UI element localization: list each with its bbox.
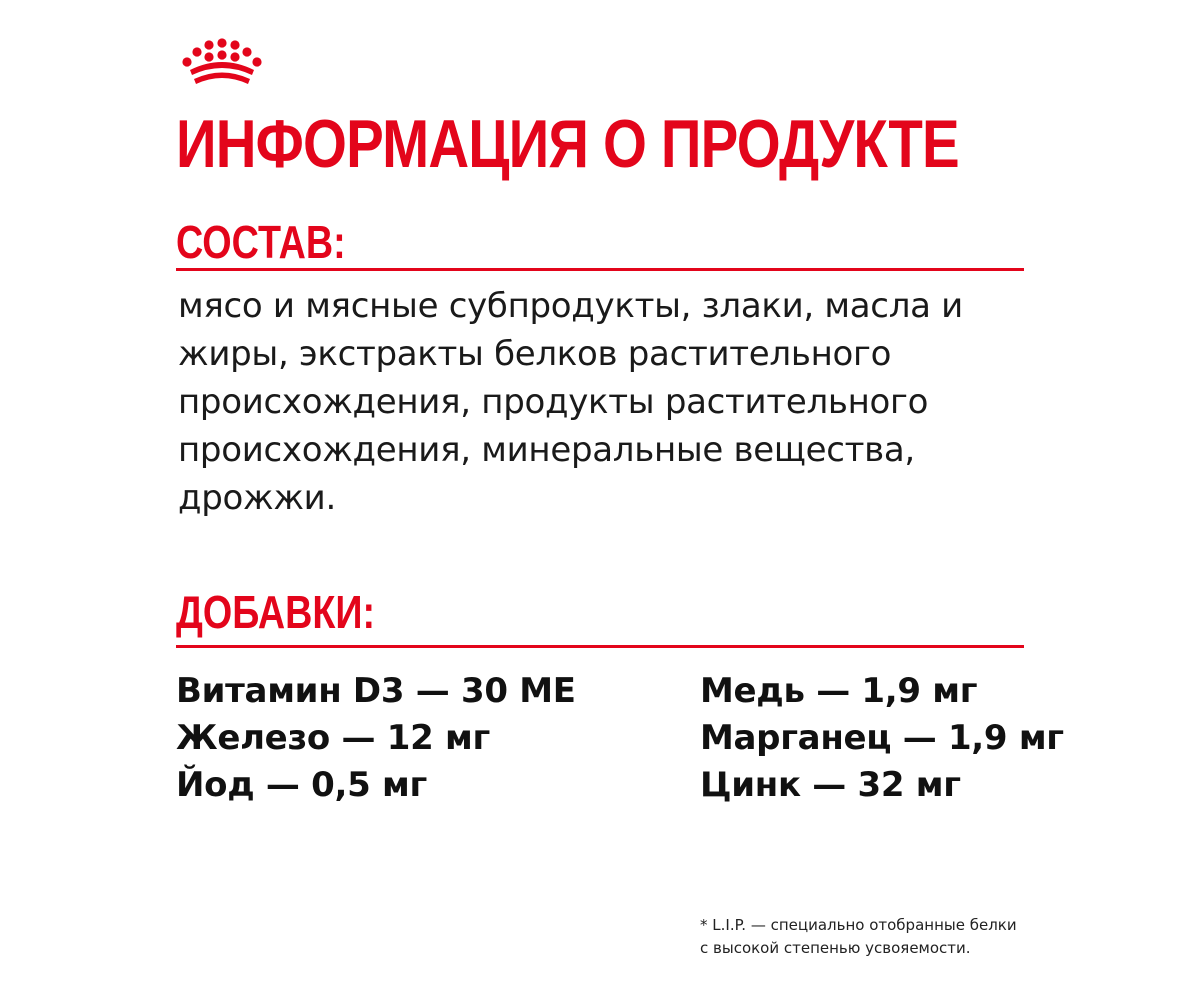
additive-item: Витамин D3 — 30 МЕ — [176, 671, 576, 711]
additive-item: Марганец — 1,9 мг — [700, 718, 1064, 758]
additive-item: Медь — 1,9 мг — [700, 671, 978, 711]
composition-text: мясо и мясные субпродукты, злаки, масла и жиры, экстракты белков растительного происхождения, продукты растительного происхождения, минеральные вещества, дрожжи. — [178, 286, 963, 518]
composition-heading: СОСТАВ: — [176, 216, 346, 268]
crown-icon — [180, 38, 264, 86]
additive-item: Йод — 0,5 мг — [176, 765, 427, 805]
additives-heading: ДОБАВКИ: — [176, 586, 376, 638]
additive-item: Железо — 12 мг — [176, 718, 490, 758]
footnote-line: с высокой степенью усвояемости. — [700, 939, 971, 957]
footnote-line: * L.I.P. — специально отобранные белки — [700, 916, 1017, 934]
additives-list-right — [700, 668, 1064, 809]
additives-list-left — [176, 668, 576, 809]
footnote — [700, 914, 1017, 960]
composition-divider — [176, 268, 1024, 271]
additives-divider — [176, 645, 1024, 648]
additive-item: Цинк — 32 мг — [700, 765, 961, 805]
page-title: ИНФОРМАЦИЯ О ПРОДУКТЕ — [176, 106, 959, 182]
